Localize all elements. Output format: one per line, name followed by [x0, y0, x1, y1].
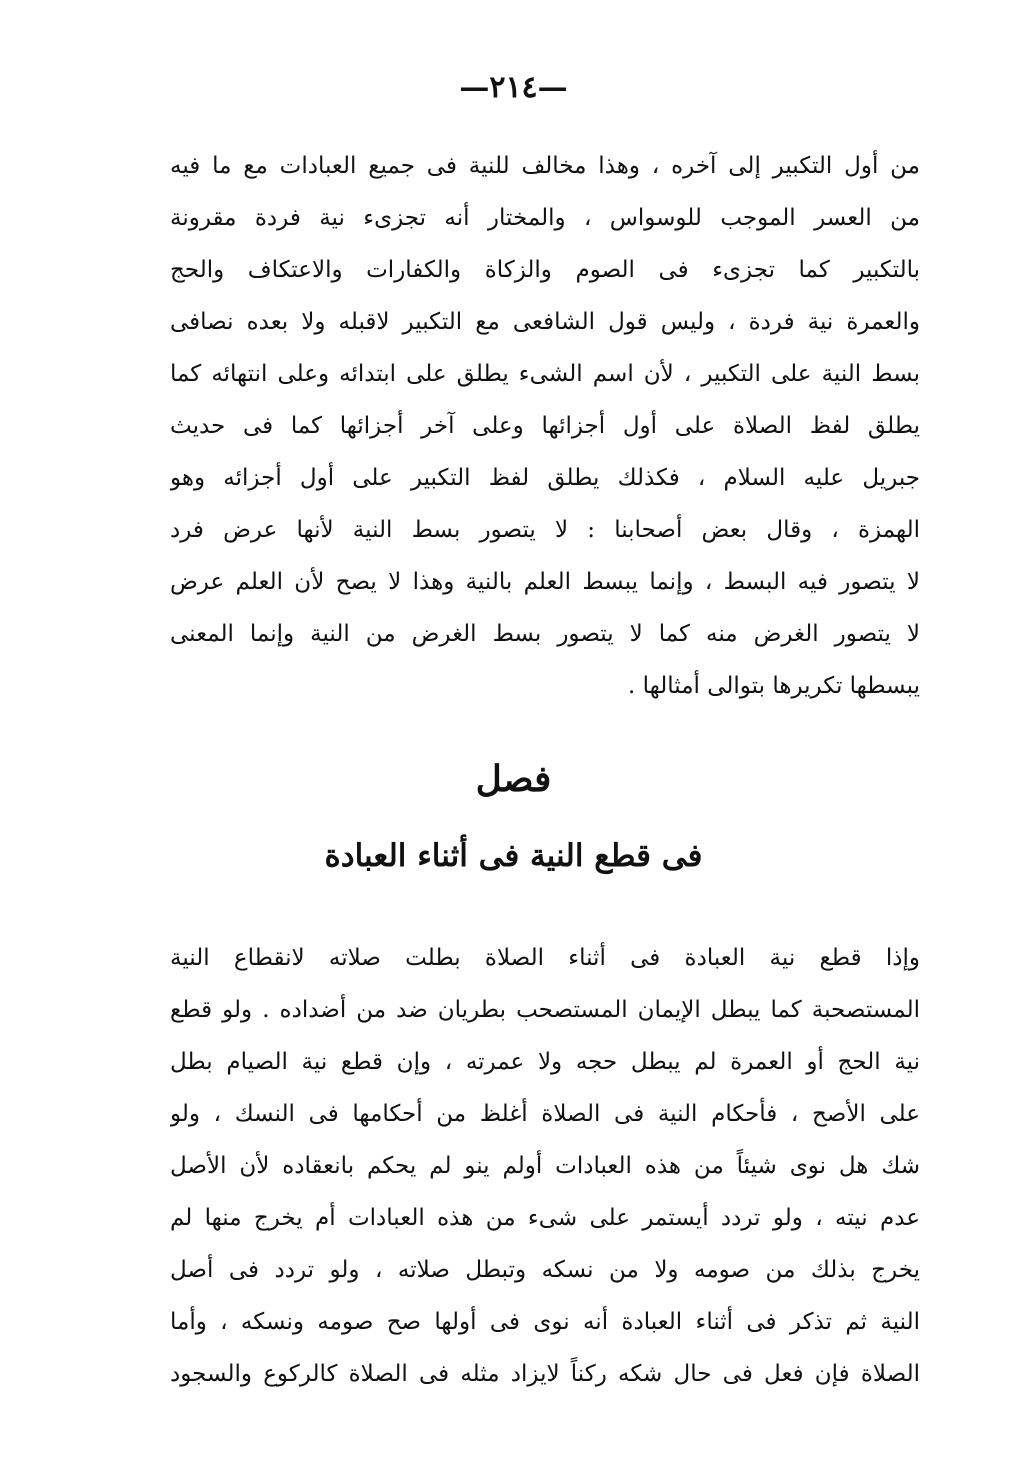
text-line: نية الحج أو العمرة لم يبطل حجه ولا عمرته ، وإن قطع نية الصيام بطل	[170, 1049, 920, 1075]
section-paragraph	[170, 932, 920, 1400]
text-line: من أول التكبير إلى آخره ، وهذا مخالف للنية فى جميع العبادات مع ما فيه	[170, 153, 920, 179]
text-line: الصلاة فإن فعل فى حال شكه ركناً لايزاد مثله فى الصلاة كالركوع والسجود	[170, 1361, 920, 1387]
text-line: النية ثم تذكر فى أثناء العبادة أنه نوى فى أولها صح صومه ونسكه ، وأما	[170, 1309, 920, 1335]
section-title: فصل	[475, 758, 552, 800]
text-line: وإذا قطع نية العبادة فى أثناء الصلاة بطلت صلاته لانقطاع النية	[170, 945, 920, 971]
text-line: المستصحبة كما يبطل الإيمان المستصحب بطريان ضد من أضداده . ولو قطع	[170, 997, 920, 1023]
section-subtitle: فى قطع النية فى أثناء العبادة	[324, 838, 703, 874]
text-line: عدم نيته ، ولو تردد أيستمر على شىء من هذه العبادات أم يخرج منها لم	[170, 1205, 920, 1231]
text-line: يطلق لفظ الصلاة على أول أجزائها وعلى آخر أجزائها كما فى حديث	[170, 413, 920, 439]
page-number: —٢١٤—	[459, 70, 568, 105]
text-line: لا يتصور فيه البسط ، وإنما يبسط العلم بالنية وهذا لا يصح لأن العلم عرض	[170, 569, 920, 595]
text-line: لا يتصور الغرض منه كما لا يتصور بسط الغرض من النية وإنما المعنى	[170, 621, 920, 647]
text-line: والعمرة نية فردة ، وليس قول الشافعى مع التكبير لاقبله ولا بعده نصافى	[170, 309, 920, 335]
text-line: على الأصح ، فأحكام النية فى الصلاة أغلظ من أحكامها فى النسك ، ولو	[170, 1101, 920, 1127]
text-line: يبسطها تكريرها بتوالى أمثالها .	[628, 673, 920, 699]
text-line: شك هل نوى شيئاً من هذه العبادات أولم ينو لم يحكم بانعقاده لأن الأصل	[170, 1153, 920, 1179]
text-line: من العسر الموجب للوسواس ، والمختار أنه تجزىء نية فردة مقرونة	[170, 205, 920, 231]
text-line: جبريل عليه السلام ، فكذلك يطلق لفظ التكبير على أول أجزائه وهو	[170, 465, 920, 491]
text-line: بسط النية على التكبير ، لأن اسم الشىء يطلق على ابتدائه وعلى انتهائه كما	[170, 361, 920, 387]
text-line: بالتكبير كما تجزىء فى الصوم والزكاة والكفارات والاعتكاف والحج	[170, 257, 920, 283]
text-line: الهمزة ، وقال بعض أصحابنا : لا يتصور بسط النية لأنها عرض فرد	[170, 517, 920, 543]
text-line: يخرج بذلك من صومه ولا من نسكه وتبطل صلاته ، ولو تردد فى أصل	[170, 1257, 920, 1283]
paragraph-continuation	[170, 140, 920, 712]
